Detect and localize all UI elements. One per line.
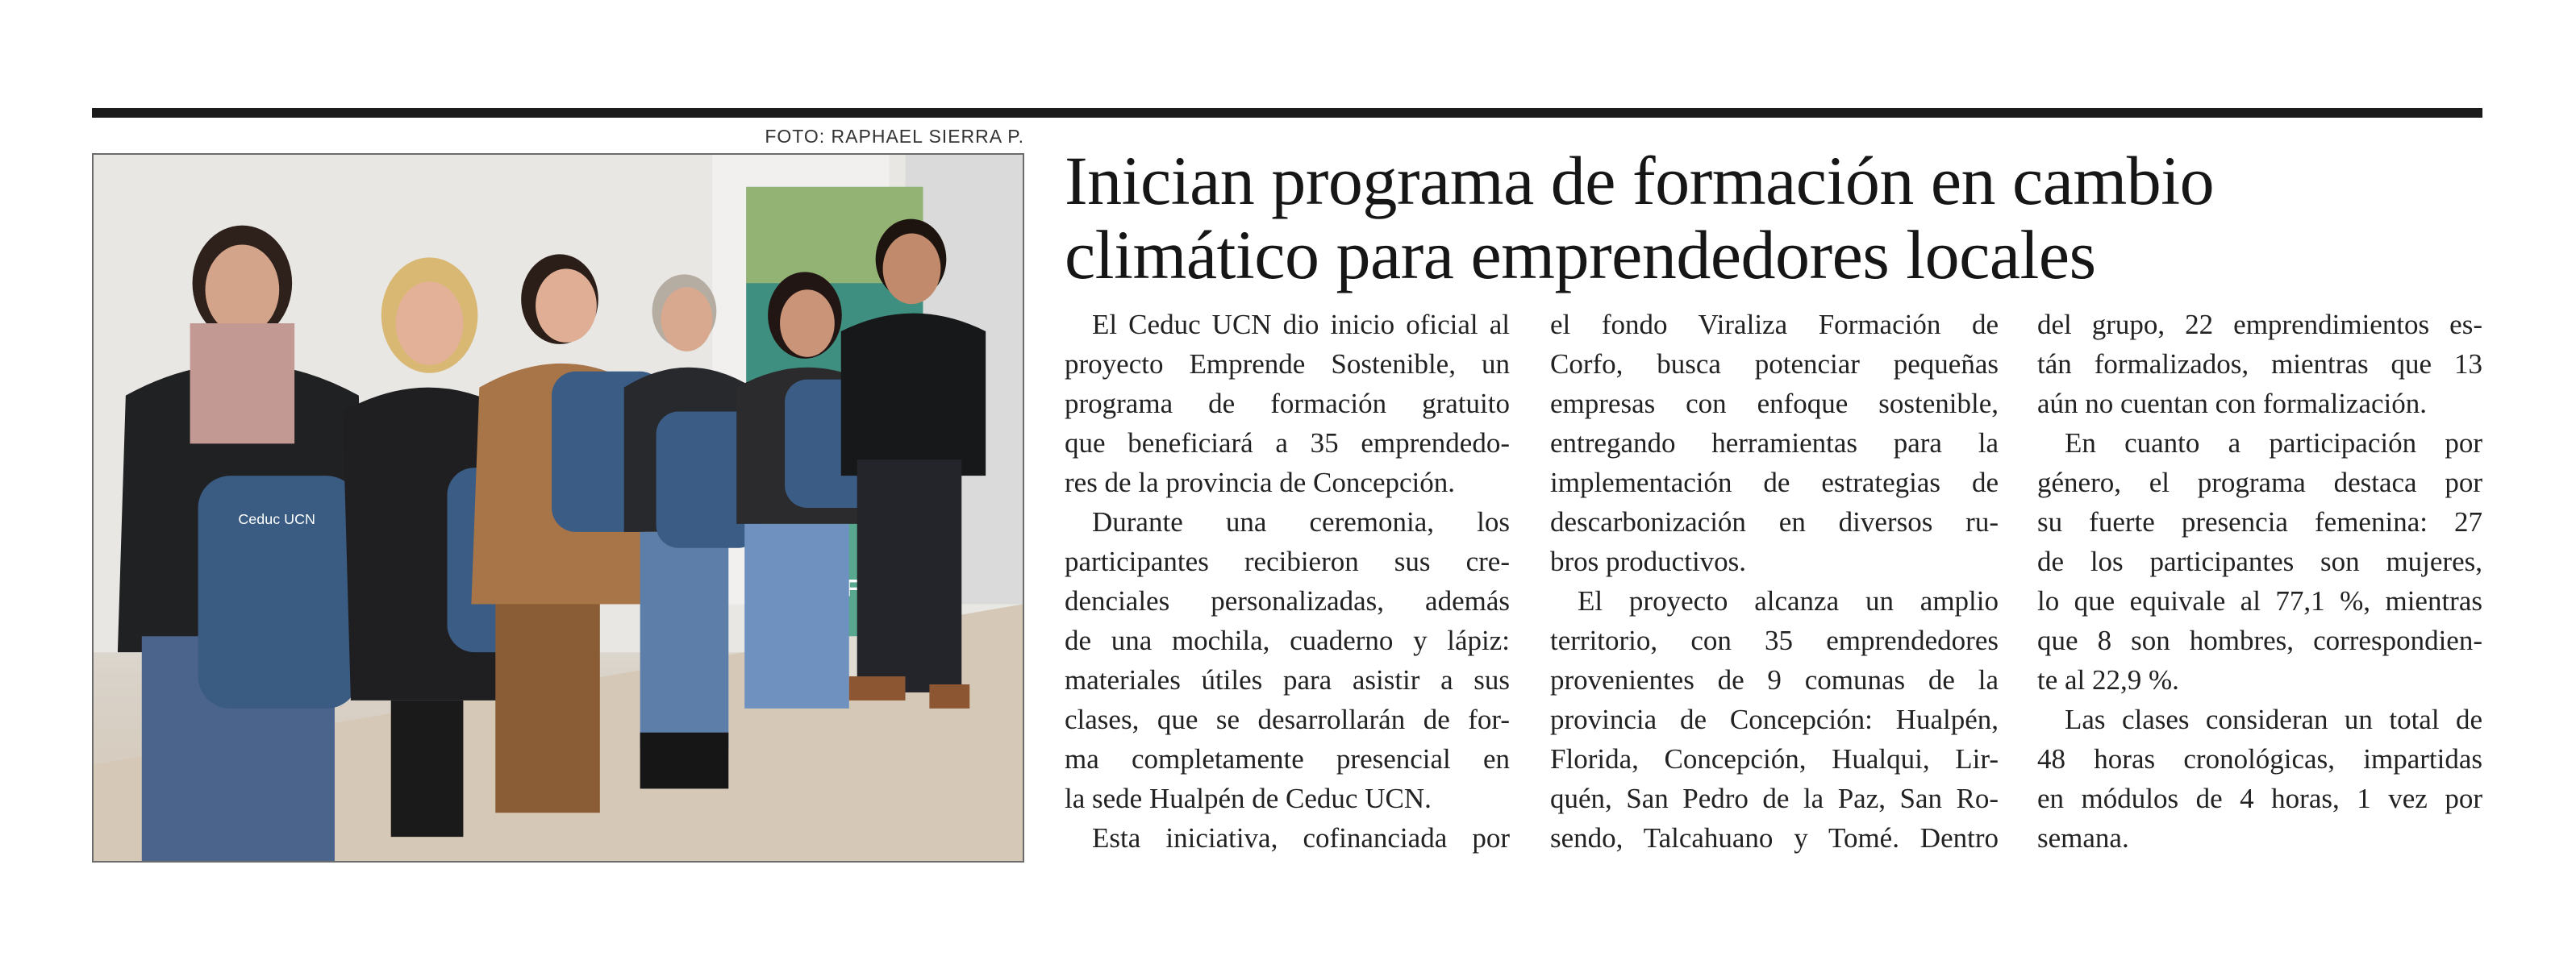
article-text-line: que 8 son hombres, correspondien- — [2037, 625, 2482, 656]
article-text-line: provincia de Concepción: Hualpén, — [1550, 704, 1999, 735]
article-text-line: de una mochila, cuaderno y lápiz: — [1065, 625, 1510, 656]
headline-line-1: Inician programa de formación en cambio — [1065, 142, 2215, 219]
backpack-1 — [198, 476, 359, 709]
article-text-line: El proyecto alcanza un amplio — [1578, 585, 1999, 617]
article-text-line: implementación de estrategias de — [1550, 467, 1999, 498]
article-text-line: sendo, Talcahuano y Tomé. Dentro — [1550, 822, 1999, 854]
article-column-3 — [2037, 305, 2482, 858]
article-text-line: 48 horas cronológicas, impartidas — [2037, 743, 2482, 775]
article-text-line: el fondo Viraliza Formación de — [1550, 309, 1999, 340]
article-text-line: su fuerte presencia femenina: 27 — [2037, 506, 2482, 538]
article-text-line: programa de formación gratuito — [1065, 388, 1510, 419]
article-text-line: género, el programa destaca por — [2037, 467, 2482, 498]
article-text-line: aún no cuentan con formalización. — [2037, 388, 2427, 419]
article-text-line: En cuanto a participación por — [2065, 427, 2482, 459]
article-text-line: participantes recibieron sus cre- — [1065, 546, 1510, 577]
article-text-line: provenientes de 9 comunas de la — [1550, 664, 1999, 696]
article-text-line: lo que equivale al 77,1 %, mientras — [2037, 585, 2482, 617]
bag-logo-text: Ceduc UCN — [238, 510, 315, 527]
article-text-line: que beneficiará a 35 emprendedo- — [1065, 427, 1510, 459]
article-text-line: la sede Hualpén de Ceduc UCN. — [1065, 783, 1432, 814]
article-column-2 — [1550, 305, 1999, 858]
article-text-line: materiales útiles para asistir a sus — [1065, 664, 1510, 696]
article-text-line: te al 22,9 %. — [2037, 664, 2179, 696]
article-text-line: proyecto Emprende Sostenible, un — [1065, 348, 1510, 380]
article-text-line: entregando herramientas para la — [1550, 427, 1999, 459]
headline-line-2: climático para emprendedores locales — [1065, 216, 2096, 293]
article-text-line: Esta iniciativa, cofinanciada por — [1092, 822, 1510, 854]
article-text-line: bros productivos. — [1550, 546, 1747, 577]
article-text-line: Las clases consideran un total de — [2065, 704, 2482, 735]
article-text-line: semana. — [2037, 822, 2129, 854]
article-text-line: El Ceduc UCN dio inicio oficial al — [1092, 309, 1510, 340]
article-headline — [1065, 143, 2484, 292]
article-column-1 — [1065, 305, 1510, 858]
article-text-line: de los participantes son mujeres, — [2037, 546, 2482, 577]
article-text-line: tán formalizados, mientras que 13 — [2037, 348, 2482, 380]
article-text-line: Durante una ceremonia, los — [1092, 506, 1510, 538]
article-text-line: en módulos de 4 horas, 1 vez por — [2037, 783, 2482, 814]
article-text-line: empresas con enfoque sostenible, — [1550, 388, 1999, 419]
article-text-line: denciales personalizadas, además — [1065, 585, 1510, 617]
article-text-line: res de la provincia de Concepción. — [1065, 467, 1455, 498]
article-text-line: quén, San Pedro de la Paz, San Ro- — [1550, 783, 1999, 814]
article-text-line: del grupo, 22 emprendimientos es- — [2037, 309, 2482, 340]
article-photo — [92, 153, 1024, 863]
article-text-line: ma completamente presencial en — [1065, 743, 1510, 775]
article-text-line: territorio, con 35 emprendedores — [1550, 625, 1999, 656]
article-text-line: Florida, Concepción, Hualqui, Lir- — [1550, 743, 1999, 775]
top-rule — [92, 108, 2482, 118]
photo-credit: FOTO: RAPHAEL SIERRA P. — [765, 126, 1024, 147]
article-text-line: descarbonización en diversos ru- — [1550, 506, 1999, 538]
article-text-line: Corfo, busca potenciar pequeñas — [1550, 348, 1999, 380]
article-text-line: clases, que se desarrollarán de for- — [1065, 704, 1510, 735]
